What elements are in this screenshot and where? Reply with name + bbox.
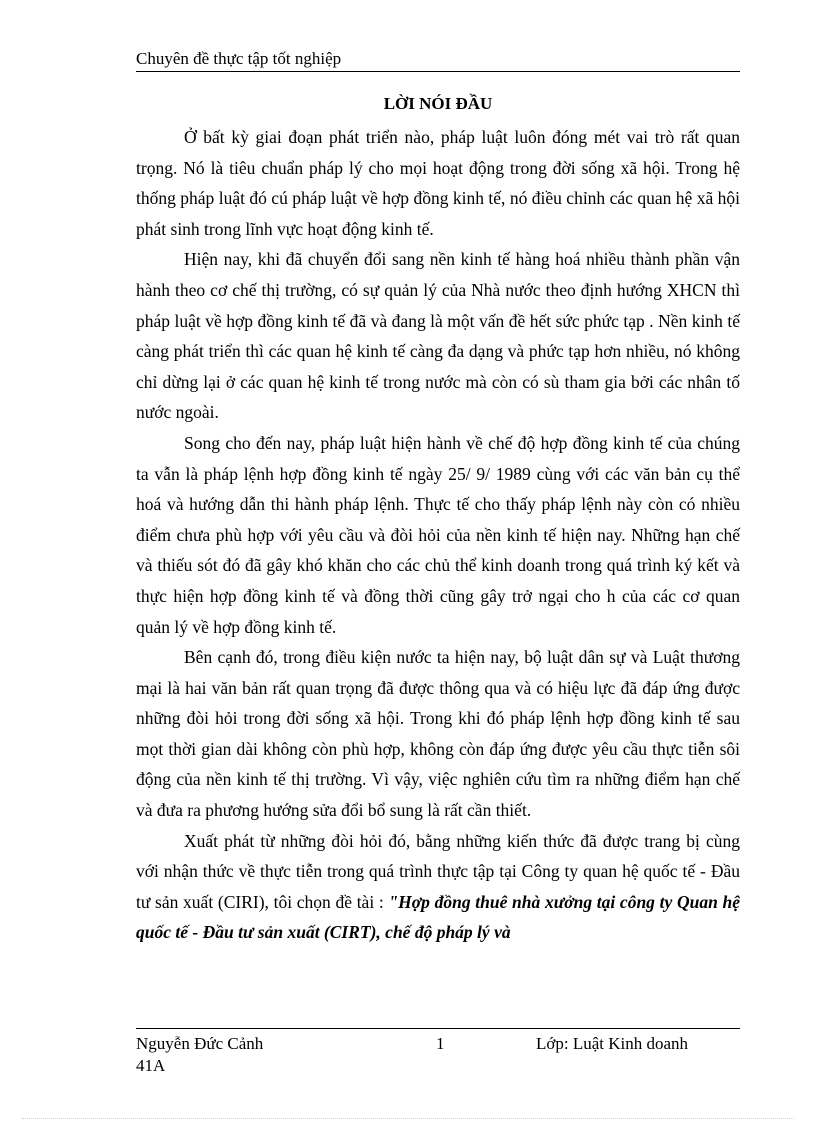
paragraph-5: [136, 826, 740, 948]
header-divider: [136, 71, 740, 72]
paragraph-4: Bên cạnh đó, trong điều kiện nước ta hiện nay, bộ luật dân sự và Luật thương mại là hai văn bản rất quan trọng đã được thông qua và có hiệu lực đã đáp ứng được những đòi hỏi trong đời sống xã hội. Trong khi đó pháp lệnh hợp đồng kinh tế sau mọt thời gian dài không còn phù hợp, không còn đáp ứng được yêu cầu thực tiễn sôi động của nền kinh tế thị trường. Vì vậy, việc nghiên cứu tìm ra những điểm hạn chế và đưa ra phương hướng sửa đổi bổ sung là rất cần thiết.: [136, 647, 740, 821]
paragraph-1: Ở bất kỳ giai đoạn phát triển nào, pháp luật luôn đóng mét vai trò rất quan trọng. Nó là tiêu chuẩn pháp lý cho mọi hoạt động trong đời sống xã hội. Trong hệ thống pháp luật đó cú pháp luật về hợp đồng kinh tế, nó điều chỉnh các quan hệ xã hội phát sinh trong lĩnh vực hoạt động kinh tế.: [136, 127, 740, 239]
page-edge-dotted-line: [22, 1118, 794, 1119]
document-header: Chuyên đề thực tập tốt nghiệp: [136, 49, 342, 68]
footer-divider: [136, 1028, 740, 1029]
footer-author: Nguyễn Đức Cảnh 41A: [136, 1034, 264, 1075]
document-body: [136, 122, 740, 948]
thesis-topic: "Hợp đồng thuê nhà xưởng tại công ty Quan hệ quốc tế - Đầu tư sản xuất (CIRT), chế độ pháp lý và: [136, 891, 740, 943]
paragraph-3: Song cho đến nay, pháp luật hiện hành về chế độ hợp đồng kinh tế của chúng ta vẫn là pháp lệnh hợp đồng kinh tế ngày 25/ 9/ 1989 cùng với các văn bản cụ thể hoá và hướng dẫn thi hành pháp lệnh. Thực tế cho thấy pháp lệnh này còn có nhiều điểm chưa phù hợp với yêu cầu và đòi hỏi của nền kinh tế hiện nay. Những hạn chế và thiếu sót đó đã gây khó khăn cho các chủ thể kinh doanh trong quá trình ký kết và thực hiện hợp đồng kinh tế và đồng thời cũng gây trở ngại cho h của các cơ quan quản lý về hợp đồng kinh tế.: [136, 432, 740, 637]
footer-class: Lớp: Luật Kinh doanh: [536, 1034, 689, 1053]
paragraph-2: Hiện nay, khi đã chuyển đổi sang nền kinh tế hàng hoá nhiều thành phần vận hành theo cơ chế thị trường, có sự quản lý của Nhà nước theo định hướng XHCN thì pháp luật về hợp đồng kinh tế đã và đang là một vấn đề hết sức phức tạp . Nền kinh tế càng phát triển thì các quan hệ kinh tế càng đa dạng và phức tạp hơn nhiều, nó không chỉ dừng lại ở các quan hệ kinh tế trong nước mà còn có sù tham gia bởi các nhân tố nước ngoài.: [136, 249, 740, 423]
page-number: 1: [436, 1034, 445, 1053]
paragraph-5-text: Xuất phát từ những đòi hỏi đó, bằng những kiến thức đã được trang bị cùng với nhận thức về thực tiễn trong quá trình thực tập tại Công ty quan hệ quốc tế - Đầu tư sản xuất (CIRI), tôi chọn đề tài :: [136, 830, 740, 912]
page-title: LỜI NÓI ĐẦU: [383, 94, 493, 113]
